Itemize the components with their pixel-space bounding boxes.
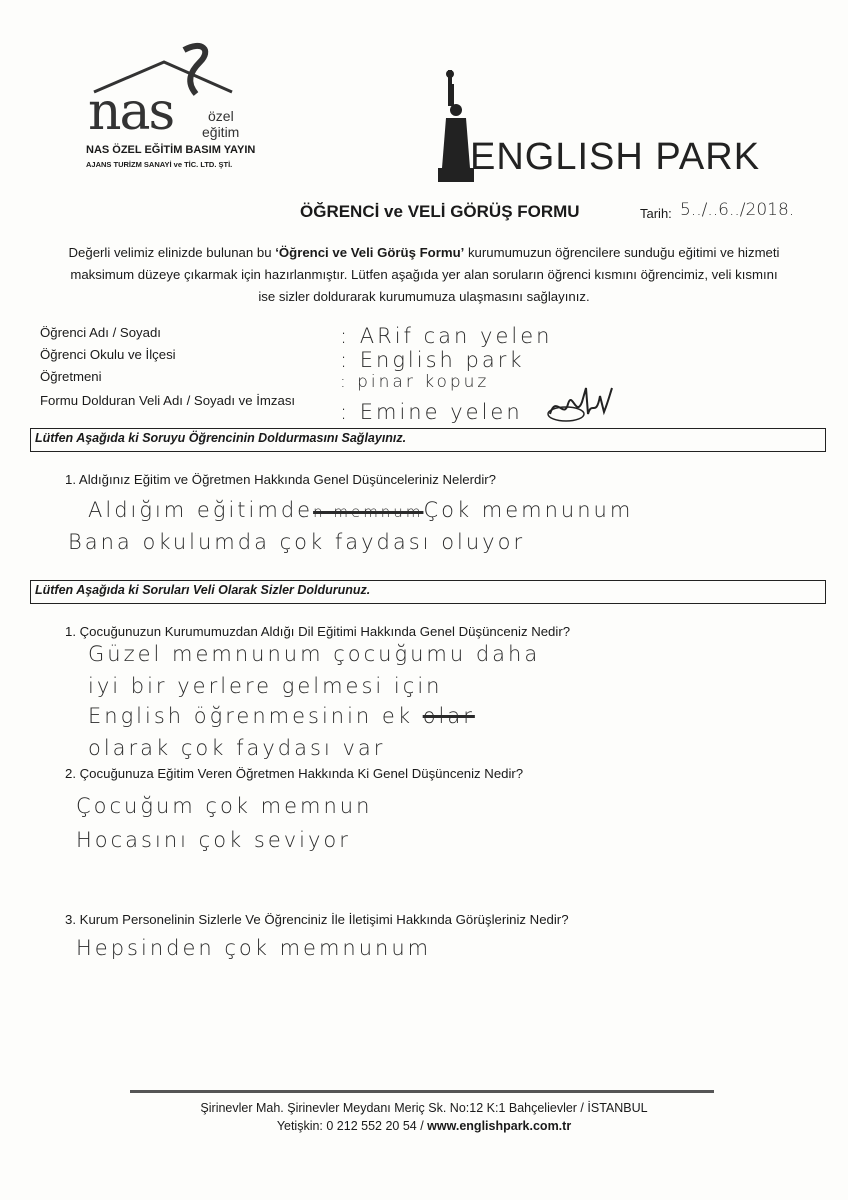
- logo-word-egitim: eğitim: [202, 124, 240, 140]
- english-park-logo: [436, 70, 776, 185]
- parent-question-2: 2. Çocuğunuza Eğitim Veren Öğretmen Hakkında Ki Genel Düşünceniz Nedir?: [65, 766, 524, 781]
- field-value-student-name: : ARif can yelen: [340, 324, 553, 348]
- footer-address: Şirinevler Mah. Şirinevler Meydanı Meriç Sk. No:12 K:1 Bahçelievler / İSTANBUL: [200, 1101, 648, 1115]
- footer-website[interactable]: www.englishpark.com.tr: [427, 1119, 572, 1133]
- parent-answer-2-line-2: Hocasını çok seviyor: [76, 828, 351, 852]
- company-sub: AJANS TURİZM SANAYİ ve TİC. LTD. ŞTİ.: [86, 160, 233, 169]
- form-title: ÖĞRENCİ ve VELİ GÖRÜŞ FORMU: [300, 202, 580, 221]
- student-answer-1-line-1: Aldığım eğitimden memnumÇok memnunum: [88, 498, 634, 522]
- intro-line-3: ise sizler doldurarak kurumumuza ulaşmasını sağlayınız.: [258, 289, 590, 304]
- parent-section-header: Lütfen Aşağıda ki Soruları Veli Olarak Sizler Doldurunuz.: [30, 580, 826, 604]
- date-label: Tarih:: [640, 206, 672, 221]
- parent-answer-3: Hepsinden çok memnunum: [76, 936, 432, 960]
- intro-line-2: maksimum düzeye çıkarmak için hazırlanmıştır. Lütfen aşağıda yer alan soruların öğrenci kısmını öğrencimiz, veli kısmını: [70, 267, 778, 282]
- field-label-parent: Formu Dolduran Veli Adı / Soyadı ve İmzası: [40, 393, 296, 408]
- field-label-student-name: Öğrenci Adı / Soyadı: [40, 325, 161, 340]
- nas-logo: [84, 40, 254, 180]
- parent-answer-1-line-4: olarak çok faydası var: [88, 736, 386, 760]
- company-name: NAS ÖZEL EĞİTİM BASIM YAYIN: [86, 144, 256, 156]
- field-label-teacher: Öğretmeni: [40, 369, 102, 384]
- logo-word-ozel: özel: [208, 108, 234, 124]
- field-value-teacher: : pinar kopuz: [340, 372, 490, 392]
- intro-text: [20, 242, 828, 308]
- student-question-1: 1. Aldığınız Eğitim ve Öğretmen Hakkında Genel Düşünceleriniz Nelerdir?: [65, 472, 496, 487]
- footer-contact: Yetişkin: 0 212 552 20 54 / www.englishpark.com.tr: [276, 1119, 572, 1133]
- parent-answer-1-line-2: iyi bir yerlere gelmesi için: [88, 674, 443, 698]
- parent-answer-2-line-1: Çocuğum çok memnun: [76, 794, 373, 818]
- field-value-school: : English park: [340, 348, 525, 372]
- footer-divider: [130, 1090, 714, 1093]
- parent-signature: [546, 384, 616, 424]
- field-label-school: Öğrenci Okulu ve İlçesi: [40, 347, 176, 362]
- field-value-parent: : Emine yelen: [340, 400, 523, 424]
- date-value: 5../..6../2018.: [680, 200, 795, 220]
- parent-question-3: 3. Kurum Personelinin Sizlerle Ve Öğrenciniz İle İletişimi Hakkında Görüşleriniz Nedir?: [65, 912, 569, 927]
- student-section-header: Lütfen Aşağıda ki Soruyu Öğrencinin Doldurmasını Sağlayınız.: [30, 428, 826, 452]
- student-answer-1-line-2: Bana okulumda çok faydası oluyor: [68, 530, 526, 554]
- parent-answer-1-line-3: English öğrenmesinin ek olar: [88, 704, 475, 728]
- parent-answer-1-line-1: Güzel memnunum çocuğumu daha: [88, 642, 541, 666]
- logo-letters: nas: [88, 82, 174, 142]
- intro-line-1: Değerli velimiz elinizde bulunan bu ‘Öğrenci ve Veli Görüş Formu’ kurumumuzun öğrencilere sunduğu eğitimi ve hizmeti: [68, 245, 780, 260]
- parent-question-1: 1. Çocuğunuzun Kurumumuzdan Aldığı Dil Eğitimi Hakkında Genel Düşünceniz Nedir?: [65, 624, 571, 639]
- brand-name: ENGLISH PARK: [470, 136, 761, 178]
